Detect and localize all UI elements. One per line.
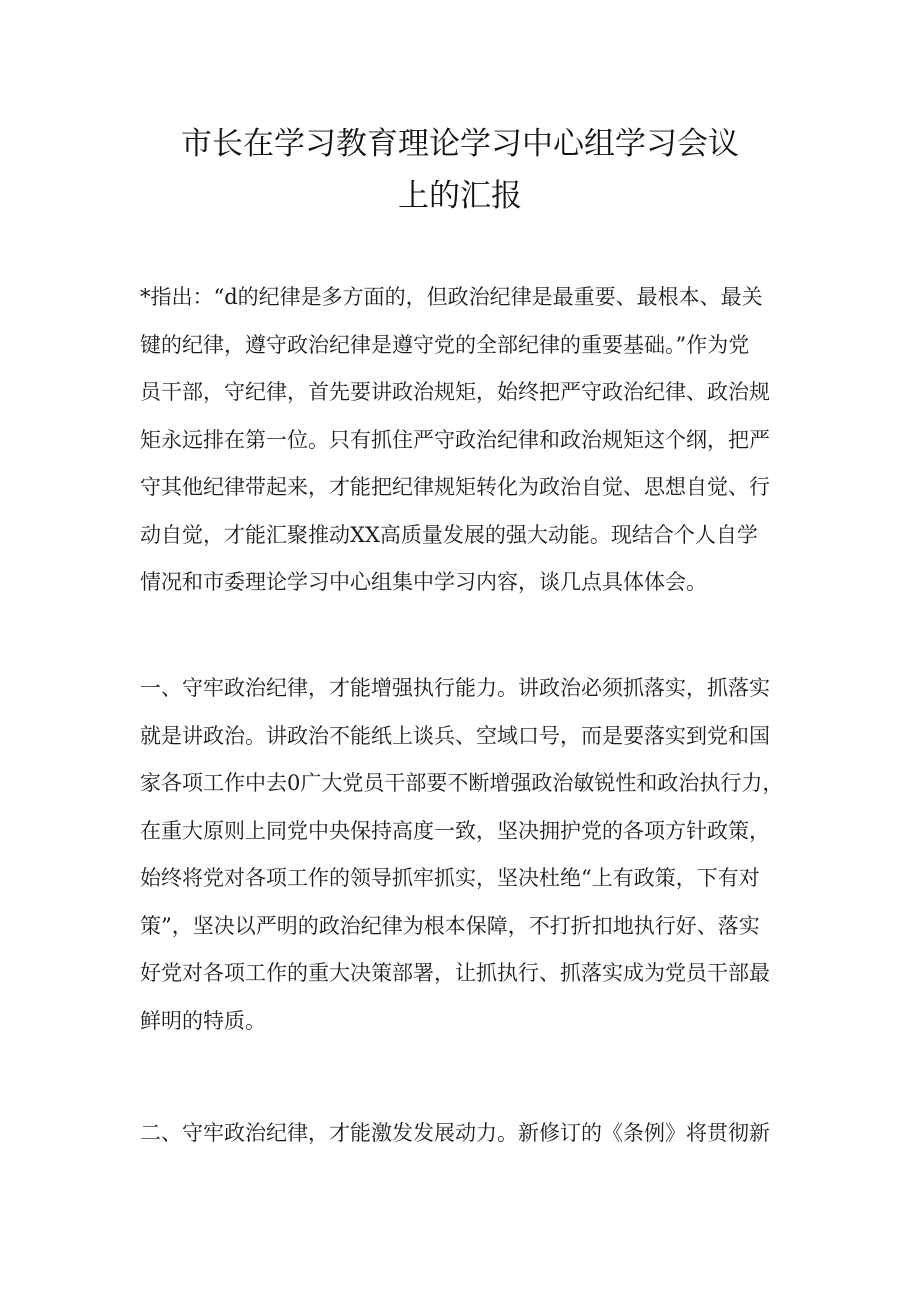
- title-line-1: 市长在学习教育理论学习中心组学习会议: [181, 126, 739, 162]
- paragraph-line: 二、守牢政治纪律，才能激发发展动力。新修订的《条例》将贯彻新: [140, 1121, 770, 1145]
- paragraph-line: 就是讲政治。讲政治不能纸上谈兵、空域口号，而是要落实到党和国: [140, 723, 770, 748]
- paragraph-line: 一、守牢政治纪律，才能增强执行能力。讲政治必须抓落实，抓落实: [140, 676, 770, 700]
- paragraph-line: 鲜明的特质。: [140, 1008, 266, 1033]
- document-title: [100, 118, 820, 222]
- paragraph-line: 策”，坚决以严明的政治纪律为根本保障，不打折扣地执行好、落实: [140, 913, 760, 938]
- paragraph-line: 好党对各项工作的重大决策部署，让抓执行、抓落实成为党员干部最: [140, 961, 770, 985]
- paragraph-line: 情况和市委理论学习中心组集中学习内容，谈几点具体体会。: [140, 570, 707, 594]
- paragraph-line: 动自觉，才能汇聚推动XX高质量发展的强大动能。现结合个人自学: [140, 522, 758, 547]
- paragraph-line: 家各项工作中去0广大党员干部要不断增强政治敏锐性和政治执行力，: [140, 771, 784, 795]
- intro-paragraph: [140, 274, 790, 607]
- section-one-paragraph: [140, 665, 790, 1045]
- paragraph-line: 员干部，守纪律，首先要讲政治规矩，始终把严守政治纪律、政治规: [140, 380, 770, 404]
- paragraph-line: 键的纪律，遵守政治纪律是遵守党的全部纪律的重要基础。”作为党: [140, 332, 750, 357]
- paragraph-line: *指出：“d的纪律是多方面的，但政治纪律是最重要、最根本、最关: [140, 285, 763, 309]
- paragraph-line: 始终将党对各项工作的领导抓牢抓实，坚决杜绝“上有政策，下有对: [140, 866, 760, 890]
- title-line-2: 上的汇报: [398, 178, 522, 214]
- paragraph-line: 矩永远排在第一位。只有抓住严守政治纪律和政治规矩这个纲，把严: [140, 427, 770, 452]
- section-two-paragraph: [140, 1110, 790, 1158]
- paragraph-line: 在重大原则上同党中央保持高度一致，坚决拥护党的各项方针政策，: [140, 818, 770, 843]
- paragraph-line: 守其他纪律带起来，才能把纪律规矩转化为政治自觉、思想自觉、行: [140, 475, 770, 499]
